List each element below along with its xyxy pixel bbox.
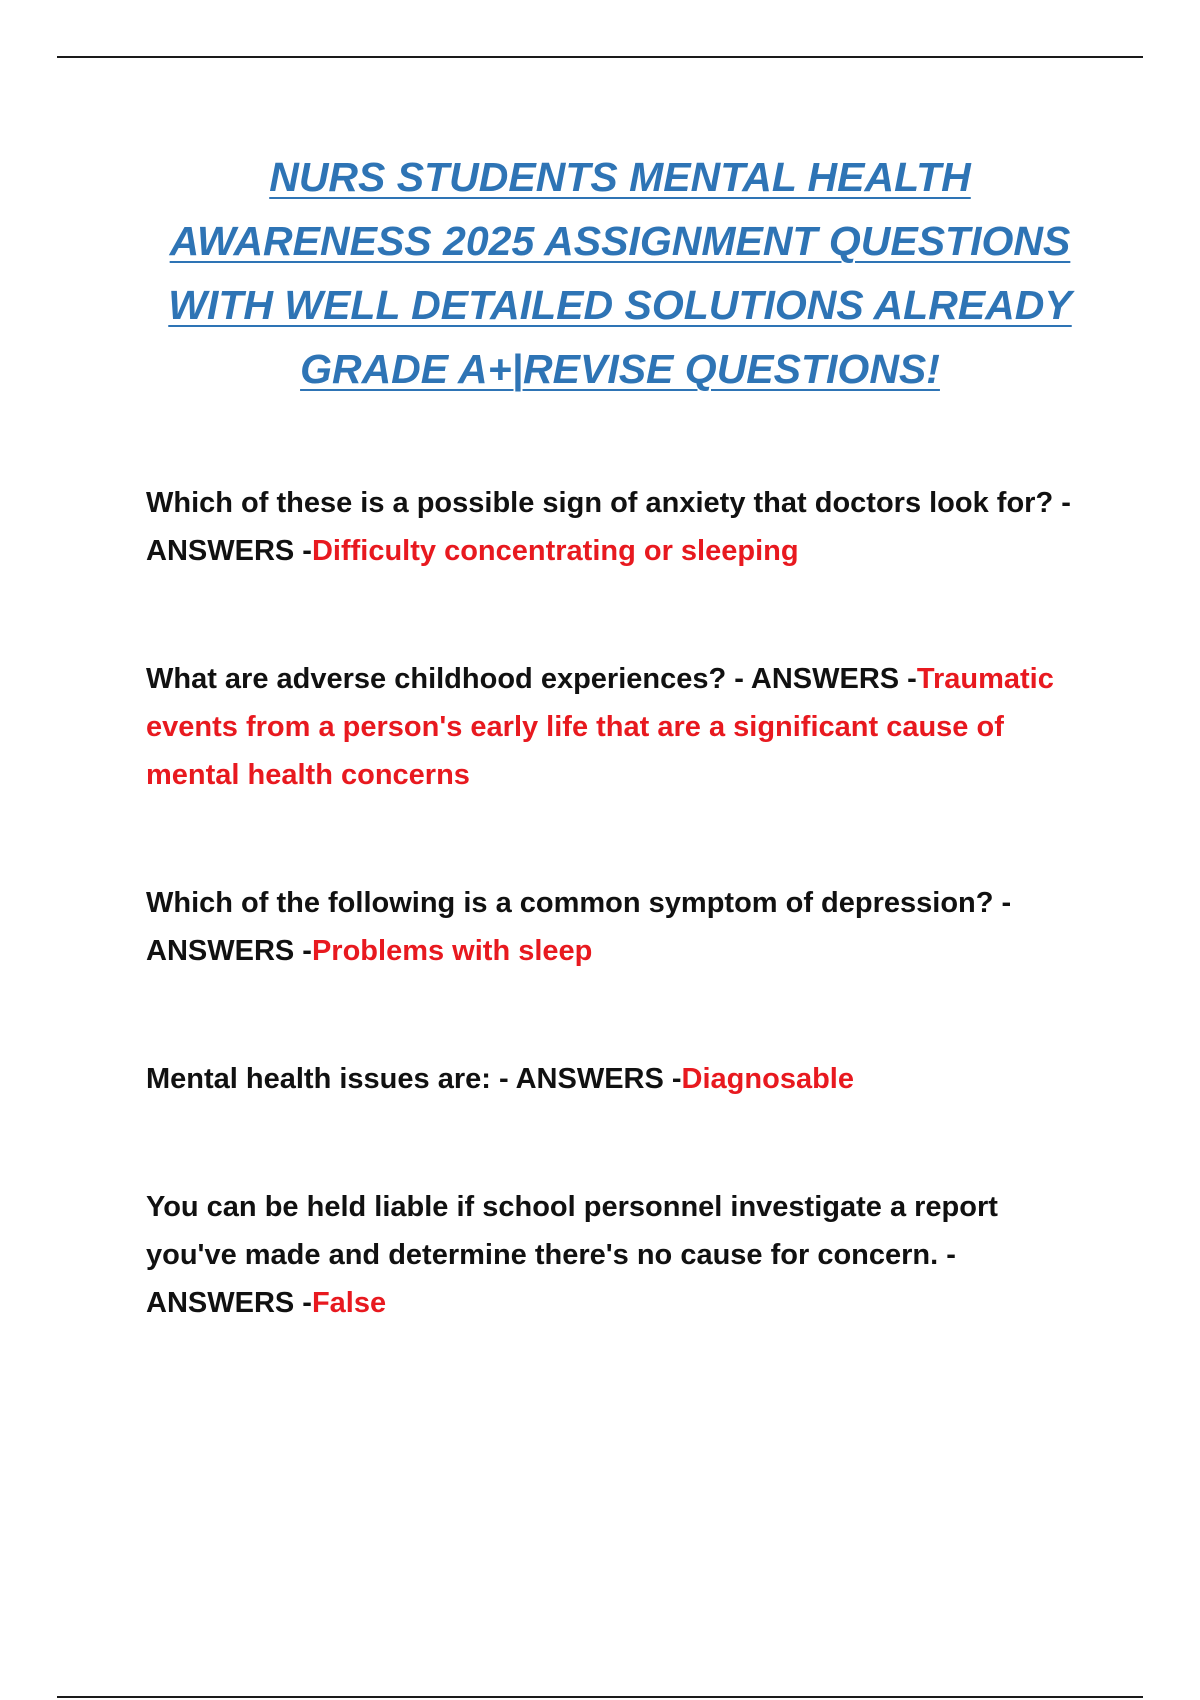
question-text: Mental health issues are: - ANSWERS - bbox=[146, 1063, 682, 1095]
document-title bbox=[100, 145, 1140, 401]
answer-text: Difficulty concentrating or sleeping bbox=[311, 535, 799, 567]
qa-item bbox=[146, 879, 1096, 975]
question-text: Which of the following is a common symptom of depression? - ANSWERS - bbox=[146, 887, 1012, 967]
footer-rule bbox=[57, 1696, 1143, 1698]
qa-item bbox=[146, 1055, 1096, 1103]
question-text: What are adverse childhood experiences? - ANSWERS - bbox=[146, 663, 917, 695]
answer-text: Problems with sleep bbox=[311, 935, 593, 967]
qa-item bbox=[146, 655, 1096, 799]
qa-item bbox=[146, 1183, 1096, 1327]
qa-item bbox=[146, 479, 1096, 575]
answer-text: False bbox=[311, 1287, 387, 1319]
title-line: GRADE A+|REVISE QUESTIONS! bbox=[300, 346, 940, 392]
answer-text: Traumatic events from a person's early life that are a significant cause of mental health concerns bbox=[146, 663, 1054, 791]
title-line: WITH WELL DETAILED SOLUTIONS ALREADY bbox=[168, 282, 1072, 328]
title-line: AWARENESS 2025 ASSIGNMENT QUESTIONS bbox=[169, 218, 1071, 264]
title-line: NURS STUDENTS MENTAL HEALTH bbox=[269, 154, 971, 200]
answer-text: Diagnosable bbox=[681, 1063, 854, 1095]
question-text: You can be held liable if school personnel investigate a report you've made and determine there's no cause for concern. - ANSWERS - bbox=[146, 1191, 998, 1319]
header-rule bbox=[57, 56, 1143, 58]
question-text: Which of these is a possible sign of anxiety that doctors look for? - ANSWERS - bbox=[146, 487, 1071, 567]
